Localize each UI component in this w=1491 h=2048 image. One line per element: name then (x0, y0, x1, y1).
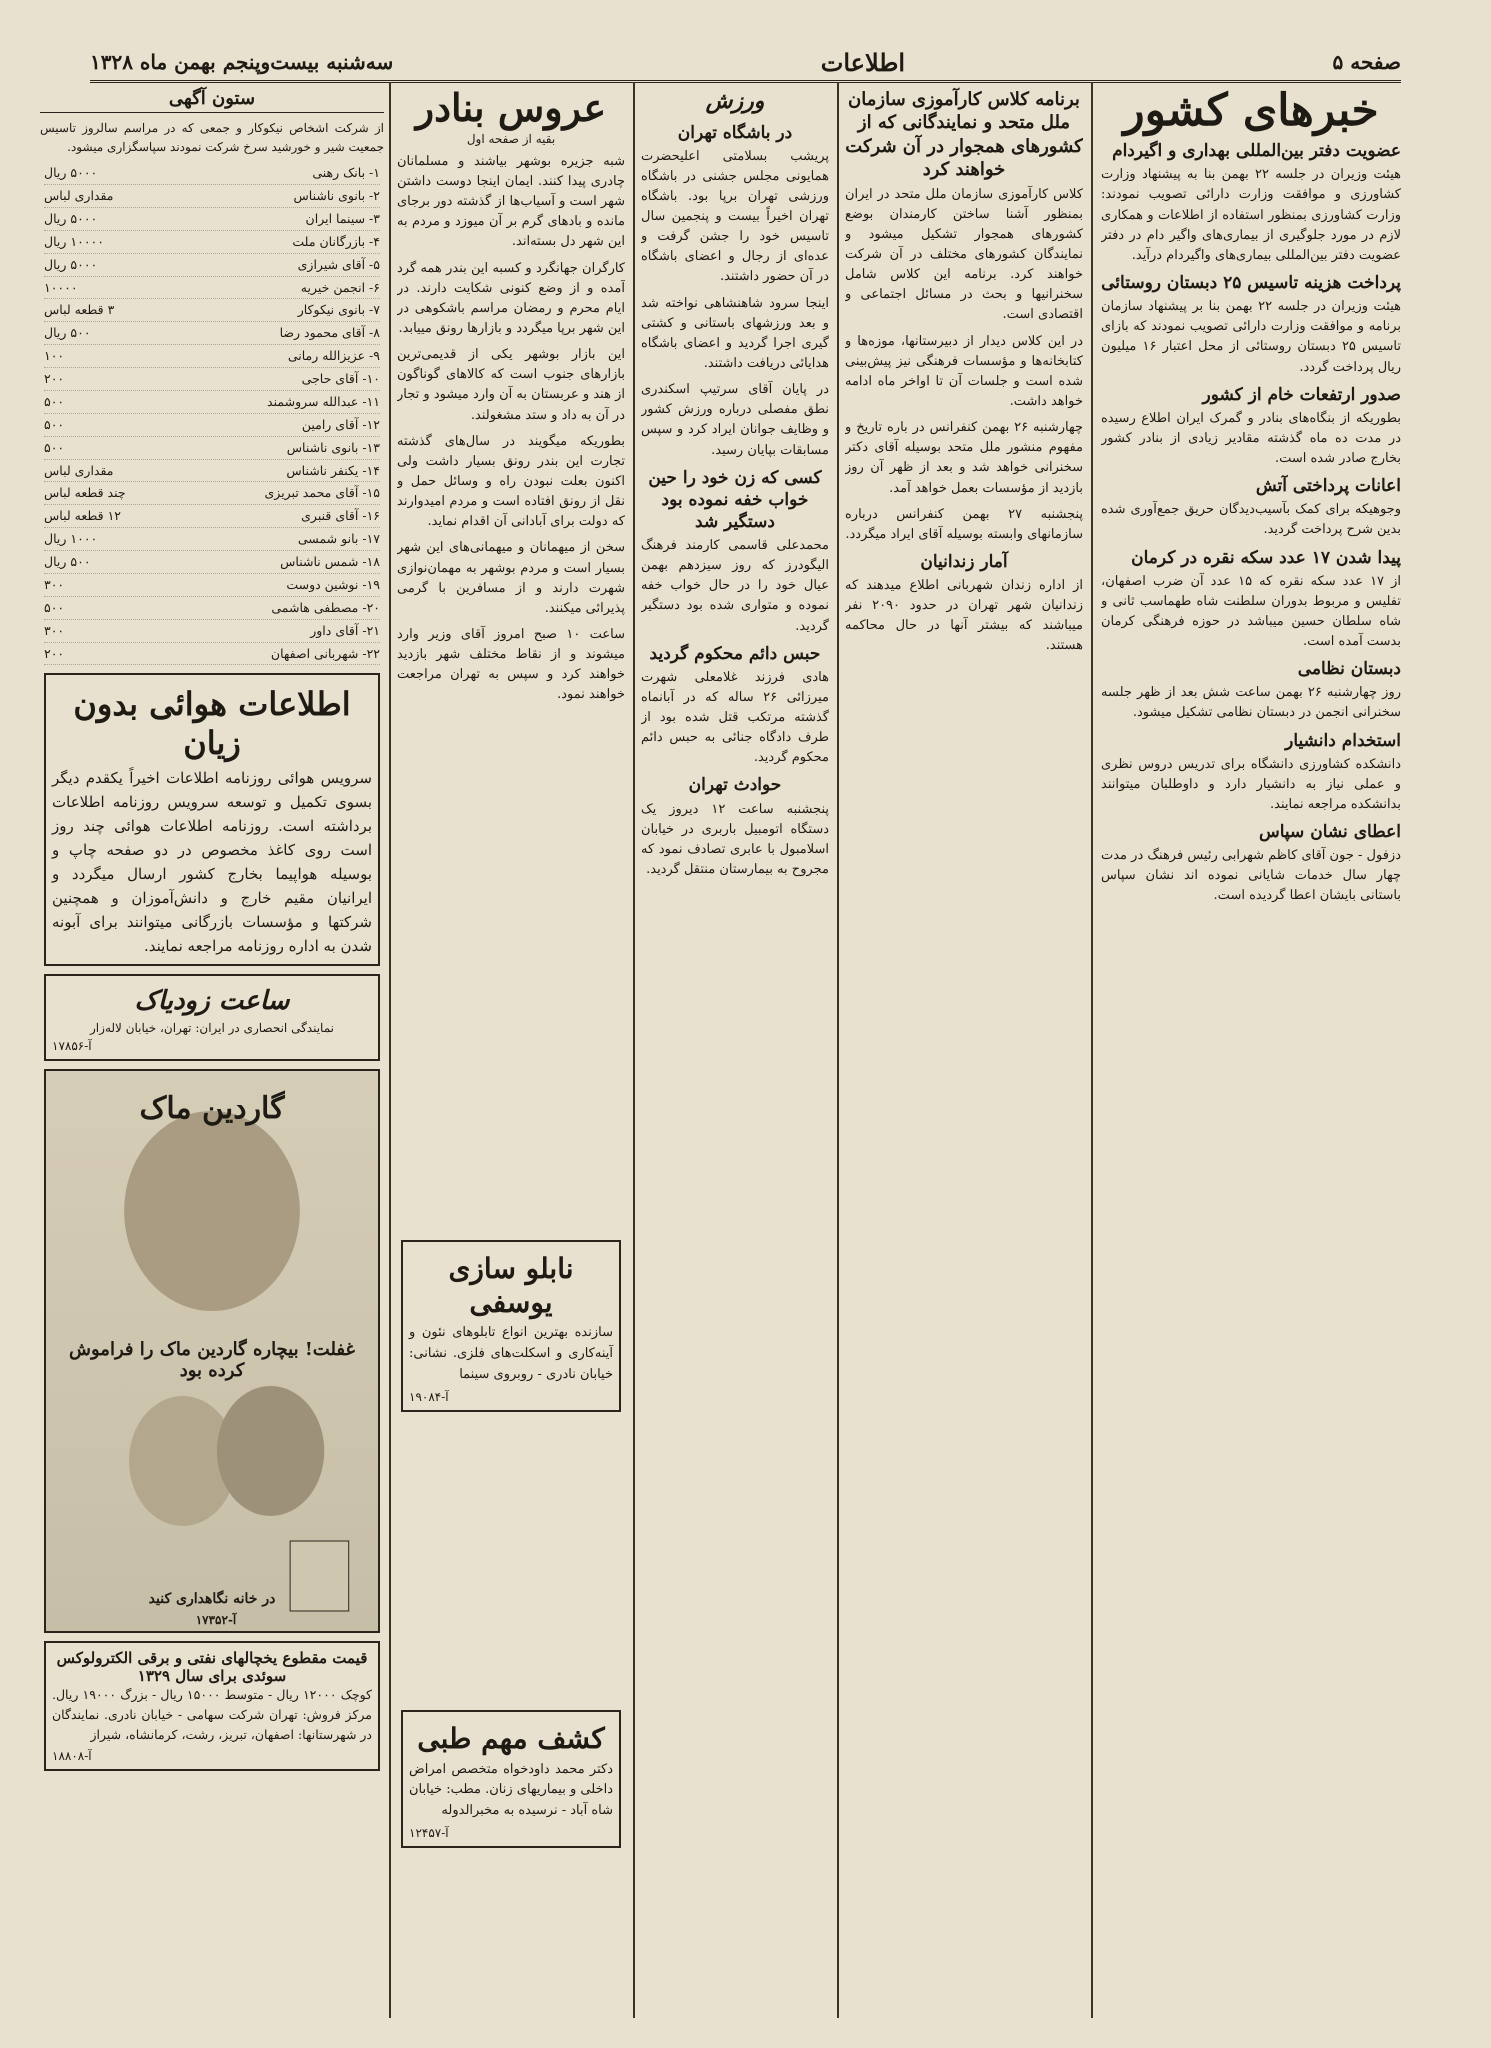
donor-name: ۱۰- آقای حاجی (301, 371, 380, 387)
donor-name: ۴- بازرگانان ملت (292, 233, 380, 249)
donation-item (44, 414, 380, 437)
donor-name: ۷- بانوی نیکوکار (297, 302, 380, 318)
ad-text: سازنده بهترین انواع تابلوهای نئون و آینه‌کاری و اسکلت‌های فلزی. نشانی: خیابان نادری - روبروی سینما (409, 1325, 613, 1382)
donation-amount: ۵۰۰۰ ریال (44, 210, 98, 226)
donation-amount: ۲۰۰ (44, 645, 65, 661)
donation-amount: ۲۰۰ (44, 371, 65, 387)
donation-amount: ۵۰۰۰ ریال (44, 256, 98, 272)
headline: کسی که زن خود را حین خواب خفه نموده بود دستگیر شد (648, 467, 822, 532)
newspaper-name: اطلاعات (820, 47, 906, 77)
ad-brand: گاردین ماک (139, 1091, 285, 1127)
article-body: شبه جزیره بوشهر بیاشند و مسلمانان چادری پیدا کنند. ایمان اینجا دوست داشتن شهر است و آسیاب‌ها از گذشته دور برجای مانده و بادهای گرم بر آن میوزد و مردم به این شهر دل بسته‌اند. (397, 153, 625, 250)
article-body: چهارشنبه ۲۶ بهمن کنفرانس در باره تاریخ و مفهوم منشور ملل متحد بوسیله آقای دکتر سخنرانی خواهد شد و بعد از ظهر آن روز بازدید از مؤسسات بعمل خواهد آمد. (845, 420, 1083, 496)
ad-text: کوچک ۱۲۰۰۰ ریال - متوسط ۱۵۰۰۰ ریال - بزرگ ۱۹۰۰۰ ریال. مرکز فروش: تهران شرکت سهامی - خیابان نادری. نمایندگان در شهرستانها: اصفهان، تبریز، رشت، کرمانشاه، شیراز (52, 1687, 373, 1743)
donor-name: ۱۹- نوشین دوست (286, 576, 380, 592)
ad-code: آ-۱۷۸۵۶ (52, 1039, 92, 1054)
article-body: محمدعلی قاسمی کارمند فرهنگ الیگودرز که روز سیزدهم بهمن عیال خود را در حال خواب خفه نموده و متواری شده بود دستگیر گردید. (641, 537, 829, 634)
donation-item (44, 162, 380, 185)
donor-name: ۱۴- یکنفر ناشناس (286, 462, 380, 478)
woman-face-illustration (124, 1111, 300, 1311)
ad-title: اطلاعات هوائی بدون زیان (73, 685, 351, 762)
headline: دبستان نظامی (1297, 659, 1401, 680)
ad-code: آ-۱۸۸۰۸ (52, 1749, 92, 1764)
column-divider (837, 82, 839, 2018)
donation-amount: ۳۰۰ (44, 576, 65, 592)
section-title-ads: ستون آگهی (40, 88, 384, 113)
donor-name: ۲۱- آقای داور (310, 622, 380, 638)
headline: برنامه کلاس کارآموزی سازمان ملل متحد و نمایندگانی که از کشورهای همجوار در آن شرکت خواهند کرد (845, 89, 1083, 181)
headline: پیدا شدن ۱۷ عدد سکه نقره در کرمان (1131, 547, 1401, 568)
ad-electrolux (44, 1641, 380, 1771)
donation-item (44, 437, 380, 460)
donation-item (44, 231, 380, 254)
donation-amount: ۵۰۰ (44, 439, 65, 455)
article-body: در این کلاس دیدار از دبیرستانها، موزه‌ها و کتابخانه‌ها و مؤسسات فرهنگی نیز پیش‌بینی شده است و جلسات آن تا اواخر ماه ادامه خواهد داشت. (845, 333, 1083, 409)
article-body: پنجشنبه ۲۷ بهمن کنفرانس درباره سازمانهای وابسته بوسیله آقای ایراد میگردد. (845, 506, 1083, 542)
ad-slogan: غفلت! بیچاره گاردین ماک را فراموش کرده بود (69, 1339, 355, 1382)
donation-item (44, 208, 380, 231)
ad-title: نابلو سازی یوسفی (448, 1252, 574, 1319)
article-body: هیئت وزیران در جلسه ۲۲ بهمن بنا به پیشنهاد وزارت کشاورزی و موافقت وزارت دارائی تصویب نمودند: وزارت کشاورزی بمنظور استفاده از اطلاعات و همکاری لازم در مورد جلوگیری از بیماری‌های واگیر دام در دفتر عضویت دفتر بین‌المللی بیماری‌های واگیردام درآید. (1101, 167, 1401, 263)
donation-amount: ۱۰۰۰ ریال (44, 531, 98, 547)
ad-code: آ-۱۹۰۸۴ (409, 1389, 449, 1404)
headline: اعطای نشان سپاس (1258, 822, 1401, 843)
article-body: اینجا سرود شاهنشاهی نواخته شد و بعد ورزشهای باستانی و کشتی گیری اجرا گردید و اعضای باشگاه هدایائی دریافت داشتند. (641, 295, 829, 371)
headline: اعانات پرداختی آتش (1255, 476, 1401, 497)
ad-zodiac-watch (44, 974, 380, 1061)
donation-amount: ۱۰۰۰۰ ریال (44, 233, 104, 249)
donation-item (44, 574, 380, 597)
donor-name: ۱- بانک رهنی (312, 165, 380, 181)
donor-name: ۳- سینما ایران (305, 210, 380, 226)
man-face-illustration (217, 1386, 324, 1516)
donation-item (44, 597, 380, 620)
column-national-news (1101, 82, 1401, 2018)
donation-amount: ۵۰۰ ریال (44, 325, 91, 341)
donor-name: ۱۱- عبدالله سروشمند (267, 393, 380, 409)
issue-date: سه‌شنبه بیست‌وپنجم بهمن ماه ۱۳۲۸ (90, 50, 394, 74)
section-title-national-news: خبرهای کشور (1123, 85, 1379, 136)
donation-item (44, 528, 380, 551)
article-body: هیئت وزیران در جلسه ۲۲ بهمن بنا بر پیشنهاد سازمان برنامه و موافقت وزارت دارائی تصویب نمودند که بازای تاسیس ۲۵ دبستان روستائی از محل اعتبار ۱۶ میلیون ریال پرداخت گردد. (1101, 299, 1401, 375)
donation-amount: ۵۰۰ (44, 393, 65, 409)
column-sports (641, 82, 829, 2018)
donor-name: ۵- آقای شیرازی (297, 256, 380, 272)
headline: استخدام دانشیار (1285, 730, 1401, 751)
donor-name: ۶- انجمن خیریه (300, 279, 380, 295)
donor-name: ۱۷- بانو شمسی (297, 531, 380, 547)
article-body: از اداره زندان شهربانی اطلاع میدهند که زندانیان شهر تهران در حدود ۲۰۹۰ نفر میباشند که بیشتر آنها در حال محاکمه هستند. (845, 578, 1083, 654)
ad-title: ساعت زودیاک (134, 986, 290, 1017)
donation-amount: ۵۰۰ (44, 599, 65, 615)
article-body: از ۱۷ عدد سکه نقره که ۱۵ عدد آن ضرب اصفهان، تفلیس و مربوط بدوران سلطنت شاه طهماسب ثانی و شاه سلطان حسین میباشد در حوزه فرهنگی کرمان بدست آمده است. (1101, 573, 1401, 650)
article-body: سخن از میهمانان و میهمانی‌های این شهر بسیار است و مردم بوشهر به مهمان‌نوازی شهرت دارند و از مسافرین با گرمی پذیرائی میکنند. (397, 540, 625, 616)
donation-item (44, 185, 380, 208)
donor-name: ۱۳- بانوی ناشناس (286, 439, 380, 455)
donation-item (44, 322, 380, 345)
article-body: دزفول - جون آقای کاظم شهرابی رئیس فرهنگ در مدت چهار سال خدمات شایانی نموده اند نشان سپاس باستانی بایشان اعطا گردیده است. (1101, 848, 1401, 904)
article-body: ساعت ۱۰ صبح امروز آقای وزیر وارد میشوند و از نقاط مختلف شهر بازدید خواهند کرد و سپس به تهران مراجعت خواهند نمود. (397, 626, 625, 703)
ad-footer: در خانه نگاهداری کنید (148, 1591, 276, 1608)
donor-name: ۸- آقای محمود رضا (279, 325, 380, 341)
article-body: بطوریکه از بنگاه‌های بنادر و گمرک ایران اطلاع رسیده در مدت ده ماه گذشته مقادیر زیادی از بنادر کشور بخارج صادر شده است. (1101, 410, 1401, 467)
headline: حبس دائم محکوم گردید (649, 643, 821, 664)
donation-item (44, 620, 380, 643)
ad-code: آ-۱۲۴۵۷ (409, 1825, 449, 1840)
donation-item (44, 368, 380, 391)
article-body: پنجشنبه ساعت ۱۲ دیروز یک دستگاه اتومبیل باربری در خیابان اسلامبول با عابری تصادف نمود که مجروح به بیمارستان منتقل گردید. (641, 801, 829, 877)
ad-gardinmak (44, 1069, 380, 1633)
article-body: هادی فرزند غلامعلی شهرت میرزائی ۲۶ ساله که در آبانماه گذشته مرتکب قتل شده بود از طرف دادگاه جنائی به حبس دائم محکوم گردید. (641, 669, 829, 766)
headline: پرداخت هزینه تاسیس ۲۵ دبستان روستائی (1101, 272, 1401, 293)
ad-title: کشف مهم طبی (417, 1722, 605, 1755)
donor-name: ۱۶- آقای قنبری (301, 508, 380, 524)
column-un-class (845, 82, 1083, 2018)
donation-item (44, 345, 380, 368)
article-body: کارگران جهانگرد و کسبه این بندر همه گرد آمده و از وضع کنونی شکایت دارند. در ایام محرم و رمضان مراسم باشکوهی در این شهر برپا میگردد و بازارها رونق مییابد. (397, 260, 625, 337)
column-serial (397, 82, 625, 2018)
donation-amount: ۳ قطعه لباس (44, 302, 115, 318)
donation-amount: چند قطعه لباس (44, 485, 126, 501)
donation-amount: ۱۲ قطعه لباس (44, 508, 121, 524)
donor-name: ۲۰- مصطفی هاشمی (271, 599, 380, 615)
donation-amount: مقداری لباس (44, 188, 114, 204)
donation-amount: ۵۰۰۰ ریال (44, 165, 98, 181)
donation-item (44, 643, 380, 666)
ads-intro: از شرکت اشخاص نیکوکار و جمعی که در مراسم سالروز تاسیس جمعیت شیر و خورشید سرخ شرکت نمودند سپاسگزاری میشود. (40, 121, 384, 154)
donation-item (44, 299, 380, 322)
headline: آمار زندانیان (920, 551, 1008, 572)
section-title-sports: ورزش (705, 88, 765, 114)
donor-name: ۱۲- آقای رامین (301, 416, 380, 432)
donation-amount: مقداری لباس (44, 462, 114, 478)
serial-subtitle: بقیه از صفحه اول (466, 131, 556, 146)
donation-amount: ۵۰۰ (44, 416, 65, 432)
donation-item (44, 482, 380, 505)
article-body: روز چهارشنبه ۲۶ بهمن ساعت شش بعد از ظهر جلسه سخنرانی انجمن در دبستان نظامی تشکیل میشود. (1101, 685, 1401, 721)
article-body: دانشکده کشاورزی دانشگاه برای تدریس دروس نظری و عملی نیاز به دانشیار دارد و داوطلبان میتوانند بدانشکده مراجعه نمایند. (1101, 756, 1401, 812)
donation-item (44, 460, 380, 483)
ad-title: قیمت مقطوع یخچالهای نفتی و برقی الکترولوکس سوئدی برای سال ۱۳۲۹ (56, 1649, 368, 1686)
ad-text: دکتر محمد داودخواه متخصص امراض داخلی و بیماریهای زنان. مطب: خیابان شاه آباد - نرسیده به مخبرالدوله (409, 1761, 613, 1819)
article-body: پریشب بسلامتی اعلیحضرت همایونی مجلس جشنی در باشگاه ورزشی تهران برپا بود. باشگاه تهران اخیراً بیست و پنجمین سال تاسیس خود را جشن گرفت و عده‌ای از رجال و اعضای باشگاه در آن حضور داشتند. (641, 148, 829, 285)
ad-air-mail (44, 673, 380, 966)
donation-amount: ۱۰۰ (44, 348, 65, 364)
donation-item (44, 277, 380, 300)
donation-item (44, 254, 380, 277)
serial-title: عروس بنادر (415, 85, 607, 130)
page-number: صفحه ۵ (1332, 50, 1401, 74)
headline: صدور ارتفعات خام از کشور (1202, 384, 1401, 405)
donor-name: ۲۲- شهربانی اصفهان (270, 645, 380, 661)
donation-list (40, 162, 384, 665)
ad-code: آ-۱۷۳۵۲ (195, 1613, 237, 1628)
article-body: این بازار بوشهر یکی از قدیمی‌ترین بازارهای جنوب است که کالاهای گوناگون از هند و عربستان به آن وارد میشود و تجار در آن به داد و ستد مشغولند. (397, 347, 625, 423)
donation-item (44, 391, 380, 414)
article-body: در پایان آقای سرتیپ اسکندری نطق مفصلی درباره ورزش کشور و وظایف جوانان ایراد کرد و سپس مسابقات بپایان رسید. (641, 382, 829, 458)
column-divider (389, 82, 391, 2018)
ad-sign-maker (401, 1240, 621, 1412)
ad-text: سرویس هوائی روزنامه اطلاعات اخیراً یکقدم دیگر بسوی تکمیل و توسعه سرویس روزنامه اطلاعات برداشته است. روزنامه اطلاعات هوائی چند روز است روی کاغذ مخصوص در دو صفحه چاپ و بوسیله هواپیما بخارج کشور ارسال میگردد و ایرانیان مقیم خارج و دانش‌آموزان و همچنین شرکتها و مؤسسات بازرگانی میتوانند برای آبونه شدن به اداره روزنامه مراجعه نمایند. (52, 769, 372, 956)
headline: عضویت دفتر بین‌المللی بهداری و اگیر‌دام (1112, 141, 1401, 162)
column-divider (633, 82, 635, 2018)
donor-name: ۲- بانوی ناشناس (293, 188, 380, 204)
article-body: بطوریکه میگویند در سال‌های گذشته تجارت این بندر رونق بسیار داشت ولی اکنون بعلت نبودن راه و وسائل حمل و نقل از رونق افتاده است و مردم امیدوارند که دولت برای آبادانی آن اقدام نماید. (397, 433, 625, 530)
headline: در باشگاه تهران (677, 122, 793, 143)
donation-item (44, 505, 380, 528)
donation-item (44, 551, 380, 574)
masthead (90, 44, 1401, 83)
ad-doctor (401, 1710, 621, 1848)
donor-name: ۱۵- آقای محمد تبریزی (264, 485, 380, 501)
donor-name: ۹- عزیزالله رمانی (287, 348, 380, 364)
column-divider (1091, 82, 1093, 2018)
donation-amount: ۵۰۰ ریال (44, 554, 91, 570)
donor-name: ۱۸- شمس ناشناس (280, 554, 380, 570)
donation-amount: ۳۰۰ (44, 622, 65, 638)
article-body: کلاس کارآموزی سازمان ملل متحد در ایران بمنظور آشنا ساختن کارمندان بوضع کشورهای همجوار تشکیل میشود و نمایندگان کشورهای مختلف در آن شرکت خواهند کرد. برنامه این کلاس شامل سخنرانیها و بحث در مسائل اجتماعی و اقتصادی است. (845, 186, 1083, 323)
headline: حوادث تهران (688, 775, 782, 796)
donation-amount: ۱۰۰۰۰ (44, 279, 78, 295)
article-body: وجوهیکه برای کمک بآسیب‌دیدگان حریق جمع‌آوری شده بدین شرح پرداخت گردید. (1101, 502, 1401, 538)
ad-text: نمایندگی انحصاری در ایران: تهران، خیابان لاله‌زار (90, 1021, 334, 1036)
column-ads (40, 82, 384, 2018)
